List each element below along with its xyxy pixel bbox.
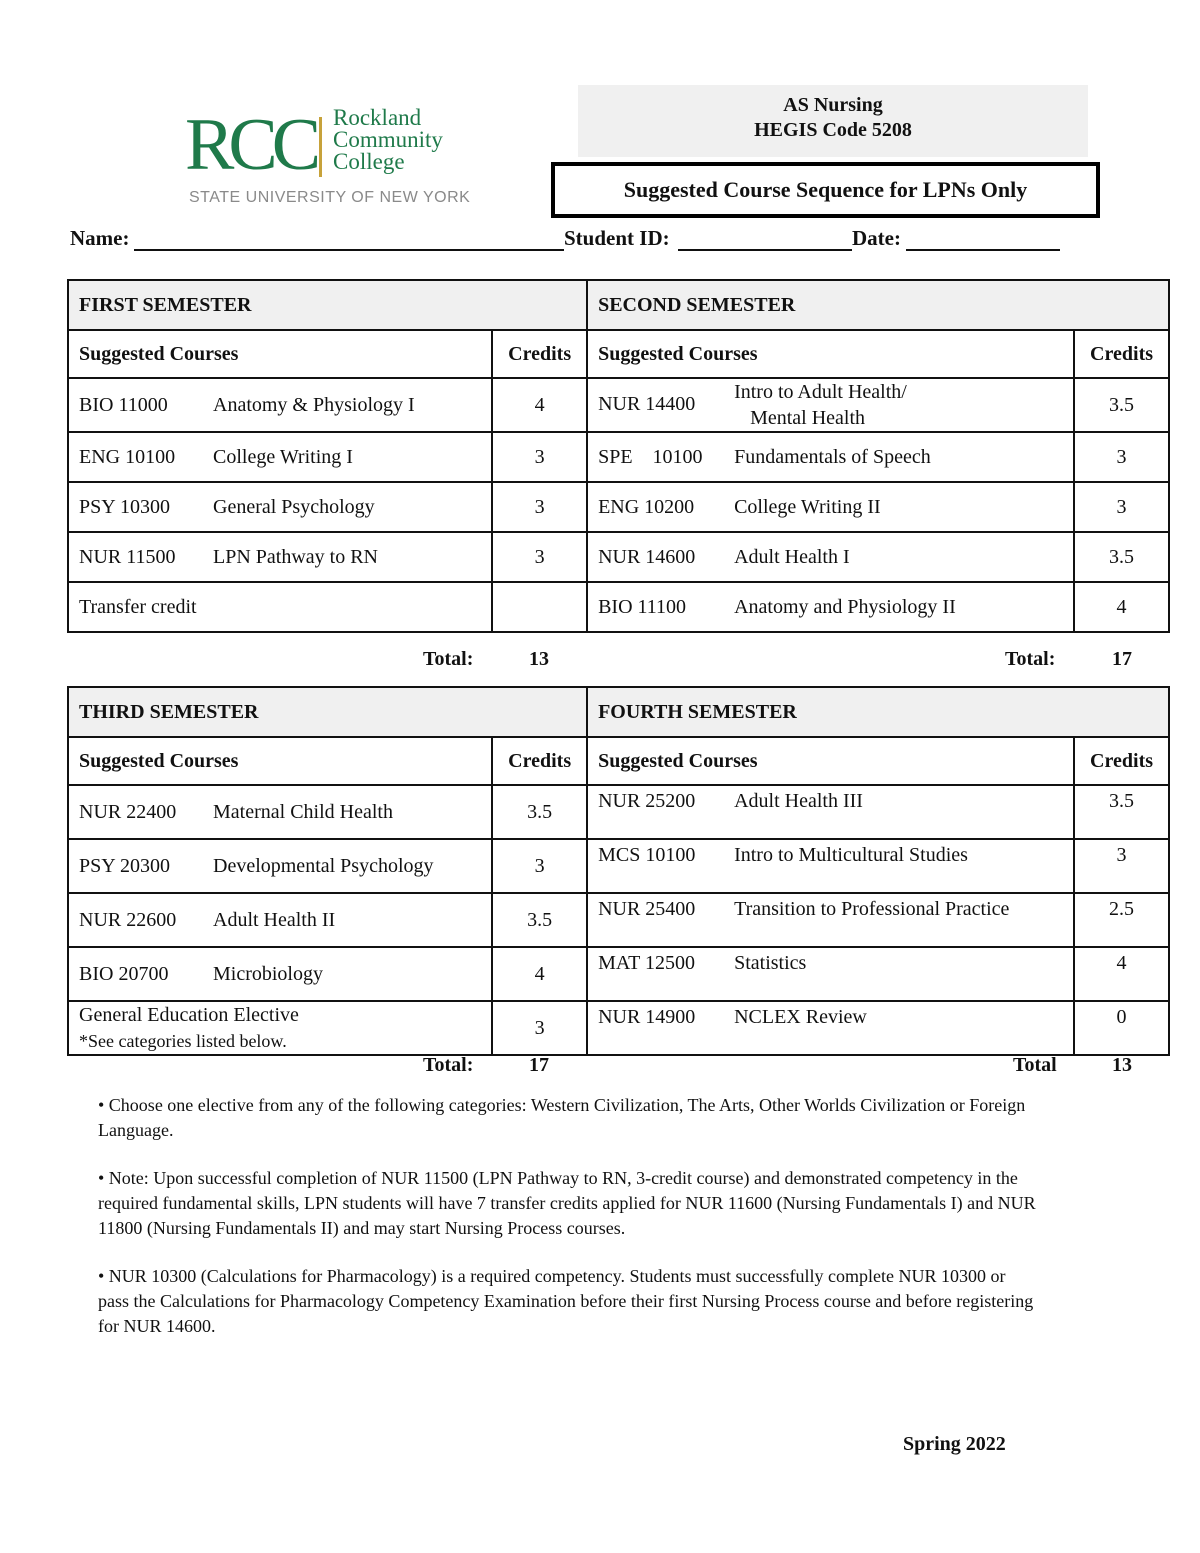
total-label: Total:	[423, 648, 474, 670]
table-row	[68, 893, 1169, 947]
course-name: LPN Pathway to RN	[213, 545, 378, 568]
table-row	[68, 432, 1169, 482]
course-name: College Writing II	[734, 495, 881, 518]
course-code: General Education Elective	[79, 1004, 299, 1026]
courses-header: Suggested Courses	[68, 330, 492, 378]
course-code: NUR 25200	[598, 790, 696, 812]
table-row	[68, 1001, 1169, 1055]
course-code: NUR 22600	[79, 908, 177, 931]
course-credits: 4	[1074, 582, 1169, 632]
course-code: NUR 22400	[79, 800, 177, 823]
course-name: Fundamentals of Speech	[734, 445, 931, 468]
note-elective: • Choose one elective from any of the following categories: Western Civilization, The Arts, Other Worlds Civilization or Foreign Language.	[98, 1095, 1026, 1140]
table-row	[68, 947, 1169, 1001]
course-code: BIO 11000	[79, 393, 168, 416]
second-semester-total: 17	[1112, 648, 1132, 670]
credits-header: Credits	[492, 330, 587, 378]
course-name: Anatomy & Physiology I	[213, 393, 415, 416]
course-code: MCS 10100	[598, 844, 696, 866]
course-name: NCLEX Review	[734, 1006, 867, 1028]
course-code: NUR 11500	[79, 545, 176, 568]
course-name: General Psychology	[213, 495, 375, 518]
course-credits: 3.5	[1074, 785, 1169, 839]
table-row	[68, 839, 1169, 893]
credits-header: Credits	[1074, 330, 1169, 378]
note-transfer: • Note: Upon successful completion of NUR 11500 (LPN Pathway to RN, 3-credit course) and demonstrated competency in the required fundamental skills, LPN students will have 7 transfer credits applied for NUR 11600 (Nursing Fundamentals I) and NUR 11800 (Nursing Fundamentals II) and may start Nursing Process courses.	[98, 1168, 1036, 1238]
third-semester-total: 17	[529, 1054, 549, 1076]
course-credits: 3	[492, 482, 587, 532]
course-name: College Writing I	[213, 445, 353, 468]
elective-cell	[79, 1002, 299, 1054]
program-header	[578, 85, 1088, 157]
course-code: Transfer credit	[79, 595, 197, 618]
credits-header: Credits	[492, 737, 587, 785]
course-credits: 3	[1074, 839, 1169, 893]
course-name: Intro to Adult Health/ Mental Health	[734, 381, 907, 429]
semester-table-1	[67, 279, 1170, 633]
course-credits	[492, 582, 587, 632]
name-field[interactable]	[134, 249, 564, 251]
course-name: Adult Health III	[734, 790, 863, 812]
course-code: ENG 10200	[598, 495, 695, 518]
course-code: NUR 14400	[598, 392, 696, 415]
logo-name-line2: Community	[333, 127, 443, 152]
semester-table-2	[67, 686, 1170, 1056]
course-code: BIO 20700	[79, 962, 169, 985]
logo-name-line1: Rockland	[333, 105, 422, 130]
course-name: Developmental Psychology	[213, 854, 434, 877]
logo-divider	[319, 117, 322, 177]
student-id-field[interactable]	[678, 249, 852, 251]
sequence-title: Suggested Course Sequence for LPNs Only	[551, 162, 1100, 218]
credits-header: Credits	[1074, 737, 1169, 785]
course-name: Microbiology	[213, 962, 323, 985]
term-label: Spring 2022	[903, 1433, 1006, 1455]
total-label: Total:	[423, 1054, 474, 1076]
hegis-code: HEGIS Code 5208	[754, 119, 912, 141]
first-semester-title: FIRST SEMESTER	[68, 280, 587, 330]
course-credits: 3.5	[492, 785, 587, 839]
total-label: Total:	[1005, 648, 1056, 670]
course-credits: 3	[492, 839, 587, 893]
course-credits: 3.5	[1074, 532, 1169, 582]
third-semester-title: THIRD SEMESTER	[68, 687, 587, 737]
second-semester-title: SECOND SEMESTER	[587, 280, 1169, 330]
course-code: PSY 10300	[79, 495, 170, 518]
course-name: Adult Health II	[213, 908, 336, 931]
student-info-line	[70, 222, 1070, 252]
course-credits: 4	[492, 378, 587, 432]
course-code: NUR 14600	[598, 545, 696, 568]
date-label: Date:	[852, 226, 901, 250]
courses-header: Suggested Courses	[587, 737, 1074, 785]
course-name: Statistics	[734, 952, 807, 974]
course-credits: 4	[1074, 947, 1169, 1001]
course-credits: 3	[1074, 482, 1169, 532]
fourth-semester-title: FOURTH SEMESTER	[587, 687, 1169, 737]
table-row	[68, 785, 1169, 839]
course-credits: 3	[492, 532, 587, 582]
course-name: *See categories listed below.	[79, 1031, 287, 1051]
total-label: Total	[1013, 1054, 1057, 1076]
course-name: Transition to Professional Practice	[734, 898, 1010, 920]
course-cell	[68, 378, 492, 432]
table-row	[68, 378, 1169, 432]
fourth-semester-total: 13	[1112, 1054, 1132, 1076]
course-credits: 3	[492, 432, 587, 482]
course-credits: 3	[492, 1001, 587, 1055]
course-cell	[587, 378, 1074, 432]
course-code: BIO 11100	[598, 595, 687, 618]
note-pharmacology: • NUR 10300 (Calculations for Pharmacology) is a required competency. Students must successfully complete NUR 10300 or pass the Calculations for Pharmacology Competency Examination before their first Nursing Process course and before registering for NUR 14600.	[98, 1266, 1034, 1336]
courses-header: Suggested Courses	[587, 330, 1074, 378]
course-code: NUR 25400	[598, 898, 696, 920]
course-code: PSY 20300	[79, 854, 170, 877]
logo-letters: RCC	[185, 104, 316, 186]
course-name: Anatomy and Physiology II	[734, 595, 956, 618]
course-credits: 3.5	[492, 893, 587, 947]
course-code: ENG 10100	[79, 445, 176, 468]
course-name: Adult Health I	[734, 545, 850, 568]
program-title: AS Nursing	[783, 94, 883, 116]
notes	[98, 1093, 1038, 1362]
course-name: Intro to Multicultural Studies	[734, 844, 968, 866]
logo-suny-text: STATE UNIVERSITY OF NEW YORK	[189, 189, 471, 206]
rcc-logo	[185, 105, 475, 210]
table-row	[68, 482, 1169, 532]
course-credits: 3	[1074, 432, 1169, 482]
first-semester-total: 13	[529, 648, 549, 670]
table-row	[68, 532, 1169, 582]
course-code: NUR 14900	[598, 1006, 696, 1028]
student-id-label: Student ID:	[564, 226, 670, 250]
course-credits: 0	[1074, 1001, 1169, 1055]
date-field[interactable]	[906, 249, 1060, 251]
courses-header: Suggested Courses	[68, 737, 492, 785]
logo-college-name	[333, 107, 443, 173]
course-credits: 4	[492, 947, 587, 1001]
course-name: Maternal Child Health	[213, 800, 393, 823]
course-code: SPE 10100	[598, 445, 703, 468]
table-row	[68, 582, 1169, 632]
course-code: MAT 12500	[598, 952, 695, 974]
course-credits: 3.5	[1074, 378, 1169, 432]
course-credits: 2.5	[1074, 893, 1169, 947]
logo-name-line3: College	[333, 149, 405, 174]
name-label: Name:	[70, 226, 130, 250]
